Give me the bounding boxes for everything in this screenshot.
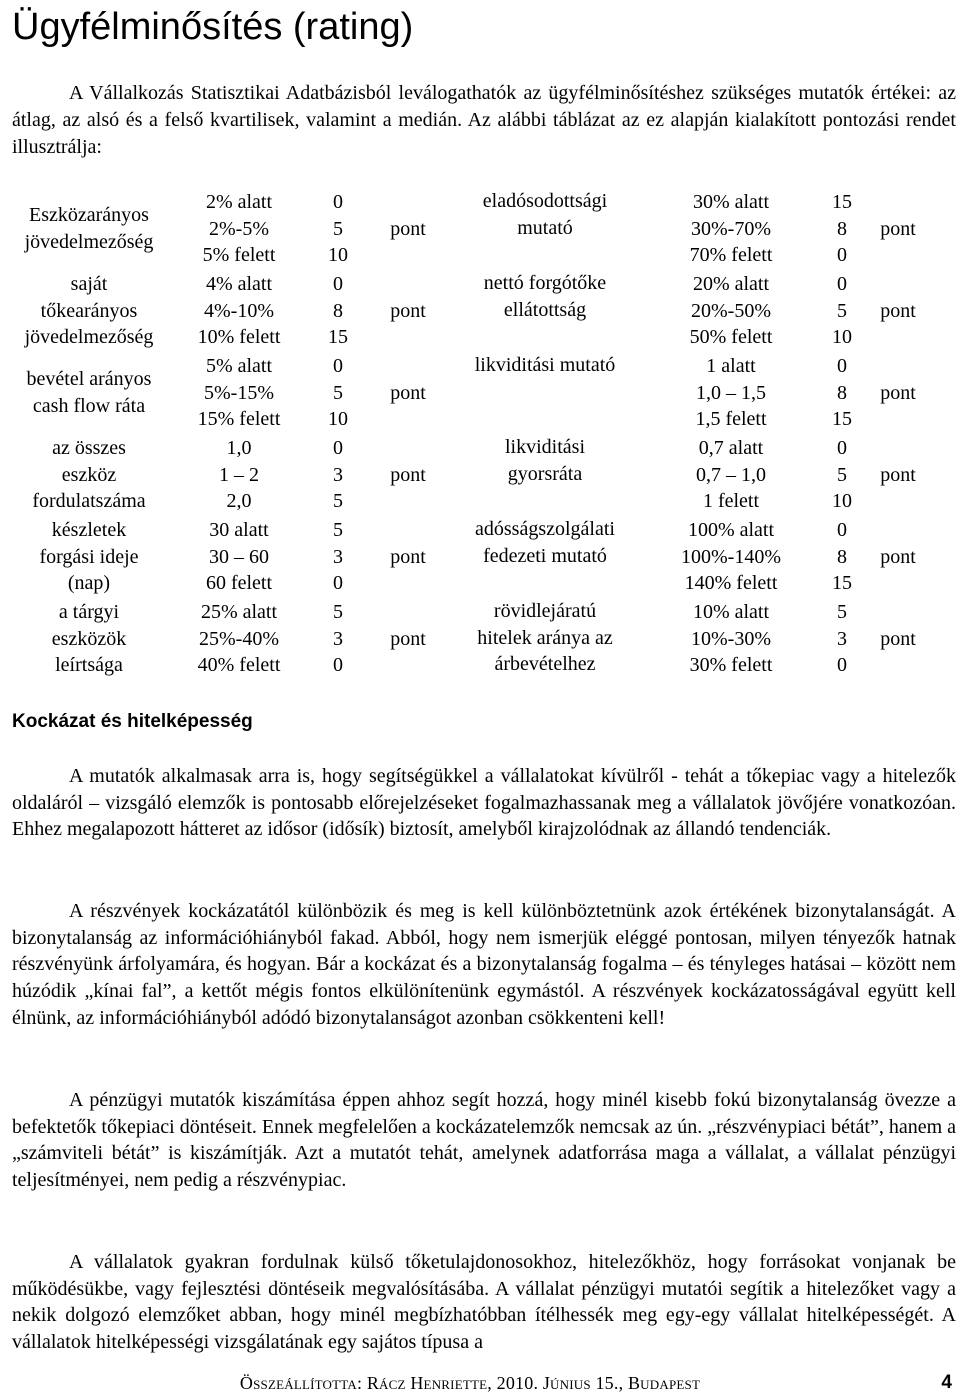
points-value: 0 — [333, 272, 343, 295]
unit-label: pont — [880, 381, 916, 404]
range-value: 10% alatt — [692, 600, 770, 623]
points-value: 5 — [837, 600, 847, 623]
points-value: 3 — [333, 627, 343, 650]
indicator-line: ellátottság — [503, 298, 587, 321]
points-list — [822, 598, 862, 680]
rating-row — [10, 270, 934, 352]
range-list — [640, 352, 822, 434]
range-value: 30% alatt — [692, 190, 770, 213]
range-value: 100% alatt — [687, 518, 775, 541]
range-value: 1 – 2 — [219, 463, 259, 486]
footer-credit: Összeállította: Rácz Henriette, 2010. Június 15., Budapest — [239, 1373, 701, 1393]
range-value: 0,7 alatt — [698, 436, 764, 459]
indicator-line: gyorsráta — [507, 462, 583, 485]
indicator-name — [10, 352, 168, 434]
points-value: 5 — [333, 381, 343, 404]
paragraph-4: A vállalatok gyakran fordulnak külső tőketulajdonosokhoz, hitelezőkhöz, hogy forrásokat vonjanak be működésükbe, vagy fejlesztési döntéseik megvalósításába. A vállalat pénzügyi mutatói segítik a hitelezőket vagy a nekik dolgozó elemzőket abban, hogy minél megbízhatóbban ítélhessék meg egy-egy vállalat hitelképességét. A vállalatok hitelképességi vizsgálatának egy sajátos típusa a — [12, 1251, 956, 1354]
range-value: 30% felett — [689, 654, 773, 677]
range-value: 100%-140% — [681, 545, 781, 568]
points-value: 10 — [328, 244, 348, 267]
range-value: 0,7 – 1,0 — [696, 463, 766, 486]
points-list — [310, 188, 366, 270]
points-list — [822, 434, 862, 516]
indicator-name — [10, 270, 168, 352]
points-list — [822, 516, 862, 598]
range-value: 5% felett — [202, 244, 276, 267]
points-value: 0 — [333, 436, 343, 459]
indicator-line: a tárgyi — [58, 600, 120, 623]
points-value: 5 — [333, 217, 343, 240]
unit-label: pont — [880, 545, 916, 568]
points-value: 8 — [837, 381, 847, 404]
range-list — [640, 270, 822, 352]
range-list — [640, 434, 822, 516]
range-value: 5%-15% — [204, 381, 274, 404]
indicator-name — [450, 516, 640, 598]
range-list — [168, 434, 310, 516]
points-list — [310, 516, 366, 598]
indicator-name — [450, 188, 640, 270]
range-value: 5% alatt — [205, 354, 273, 377]
points-value: 5 — [333, 490, 343, 513]
points-value: 3 — [333, 463, 343, 486]
unit-label: pont — [880, 627, 916, 650]
points-list — [310, 270, 366, 352]
indicator-line: rövidlejáratú — [493, 600, 597, 622]
points-value: 8 — [837, 545, 847, 568]
intro-paragraph: A Vállalkozás Statisztikai Adatbázisból leválogathatók az ügyfélminősítéshez szükséges mutatók értékei: az átlag, az alsó és a felső kvartilisek, valamint a medián. Az alábbi táblázat az ez alapján kialakított pontozási rendet illusztrálja: — [12, 82, 956, 158]
unit-label: pont — [880, 217, 916, 240]
indicator-line: eszközök — [51, 627, 127, 650]
indicator-line: (nap) — [67, 572, 111, 595]
paragraph-2: A részvények kockázatától különbözik és meg is kell különböztetnünk azok értékének bizonytalanságát. A bizonytalanság az információhiányból fakad. Abból, hogy nem ismerjük eléggé pontosan, milyen tényezők hatnak részvényünk árfolyamára, és hogyan. Bár a kockázat és a bizonytalanság fogalma – és tényleges hatásai – között nem húzódik „kínai fal”, a kettőt mégis fontos elkülönítenünk egymástól. A részvények kockázatosságával együtt kell élnünk, az információhiányból adódó bizonytalanságot azonban csökkenteni kell! — [12, 900, 956, 1029]
points-list — [822, 352, 862, 434]
points-value: 0 — [333, 354, 343, 377]
page-number: 4 — [941, 1372, 952, 1393]
points-value: 10 — [832, 490, 852, 513]
points-list — [310, 352, 366, 434]
range-value: 140% felett — [684, 572, 778, 595]
range-value: 2% alatt — [205, 190, 273, 213]
points-value: 8 — [837, 217, 847, 240]
indicator-line: hitelek aránya az — [477, 626, 613, 649]
range-list — [168, 270, 310, 352]
points-value: 5 — [837, 299, 847, 322]
page-title: Ügyfélminősítés (rating) — [12, 6, 414, 48]
range-value: 60 felett — [205, 572, 273, 595]
range-value: 2,0 — [226, 490, 252, 513]
points-value: 0 — [837, 518, 847, 541]
range-list — [640, 598, 822, 680]
range-list — [168, 188, 310, 270]
range-value: 30%-70% — [691, 217, 771, 240]
indicator-line: tőkearányos — [40, 299, 138, 322]
range-list — [640, 188, 822, 270]
points-value: 10 — [328, 408, 348, 431]
rating-row — [10, 598, 934, 680]
range-value: 1,0 — [226, 436, 252, 459]
range-value: 70% felett — [689, 244, 773, 267]
indicator-line: nettó forgótőke — [483, 272, 607, 294]
indicator-line: eladósodottsági — [482, 190, 608, 212]
indicator-name — [10, 516, 168, 598]
unit-label: pont — [390, 545, 426, 568]
rating-row — [10, 188, 934, 270]
range-value: 1 alatt — [706, 354, 756, 377]
rating-row — [10, 434, 934, 516]
indicator-line: saját — [70, 272, 108, 295]
points-value: 8 — [333, 299, 343, 322]
indicator-line: cash flow ráta — [32, 395, 146, 417]
section-heading: Kockázat és hitelképesség — [12, 711, 253, 732]
indicator-name — [450, 598, 640, 680]
unit-label: pont — [390, 217, 426, 240]
range-value: 4%-10% — [204, 299, 274, 322]
range-value: 4% alatt — [205, 272, 273, 295]
points-value: 0 — [333, 572, 343, 595]
indicator-line: fordulatszáma — [32, 490, 146, 513]
points-list — [310, 434, 366, 516]
points-value: 15 — [832, 572, 852, 595]
range-value: 25% alatt — [200, 600, 278, 623]
range-list — [168, 598, 310, 680]
indicator-line: jövedelmezőség — [24, 231, 154, 253]
range-value: 10% felett — [197, 326, 281, 349]
points-value: 10 — [832, 326, 852, 349]
indicator-line: jövedelmezőség — [24, 326, 154, 349]
points-value: 0 — [333, 654, 343, 677]
unit-label: pont — [880, 463, 916, 486]
points-value: 0 — [837, 436, 847, 459]
indicator-line: árbevételhez — [494, 653, 596, 676]
indicator-line: bevétel arányos — [26, 368, 152, 391]
indicator-name — [450, 270, 640, 352]
indicator-line: likviditási mutató — [474, 354, 616, 376]
range-value: 1,5 felett — [695, 408, 767, 431]
points-value: 0 — [837, 272, 847, 295]
points-list — [310, 598, 366, 680]
points-value: 0 — [837, 654, 847, 677]
points-value: 0 — [837, 244, 847, 267]
paragraph-3: A pénzügyi mutatók kiszámítása éppen ahhoz segít hozzá, hogy minél kisebb fokú bizonytalanság övezze a befektetők tőkepiaci döntéseit. Ennek megfelelően a kockázatelemzők nemcsak az ún. „részvénypiaci bétát”, hanem a „számviteli bétát” is kiszámítják. Azt a mutatót tehát, amelynek adatforrása maga a vállalat, a vállalat pénzügyi teljesítményei, nem pedig a részvénypiac. — [12, 1089, 957, 1192]
range-value: 1 felett — [702, 490, 760, 513]
range-value: 20% alatt — [692, 272, 770, 295]
unit-label: pont — [390, 299, 426, 322]
indicator-line: adósságszolgálati — [475, 518, 615, 540]
indicator-name — [450, 434, 640, 516]
range-list — [640, 516, 822, 598]
points-value: 15 — [328, 326, 348, 349]
range-value: 40% felett — [197, 654, 281, 677]
points-value: 15 — [832, 190, 852, 213]
range-list — [168, 352, 310, 434]
unit-label: pont — [880, 299, 916, 322]
range-value: 25%-40% — [199, 627, 279, 650]
paragraph-1: A mutatók alkalmasak arra is, hogy segítségükkel a vállalatokat kívülről - tehát a tőkepiac vagy a hitelezők oldaláról – vizsgáló elemzők is pontosabb előrejelzéseket fogalmazhassanak meg a vállalatok jövőjére vonatkozóan. Ehhez megalapozott hátteret az idősor (idősík) biztosít, amelyből kirajzolódnak az állandó tendenciák. — [12, 765, 956, 841]
rating-row — [10, 516, 934, 598]
indicator-line: leírtsága — [55, 654, 123, 677]
unit-label: pont — [390, 627, 426, 650]
rating-table — [10, 188, 934, 680]
range-value: 20%-50% — [691, 299, 771, 322]
points-value: 0 — [333, 190, 343, 213]
indicator-line: Eszközarányos — [29, 204, 149, 227]
points-list — [822, 188, 862, 270]
indicator-name — [10, 598, 168, 680]
range-value: 15% felett — [197, 408, 281, 431]
unit-label: pont — [390, 463, 426, 486]
range-value: 30 – 60 — [209, 545, 269, 568]
points-value: 3 — [333, 545, 343, 568]
points-value: 15 — [832, 408, 852, 431]
points-value: 0 — [837, 354, 847, 377]
range-value: 30 alatt — [209, 518, 269, 541]
indicator-name — [450, 352, 640, 434]
points-value: 5 — [837, 463, 847, 486]
points-list — [822, 270, 862, 352]
indicator-line: az összes — [52, 436, 126, 459]
indicator-line: fedezeti mutató — [483, 544, 607, 567]
indicator-line: forgási ideje — [39, 545, 139, 568]
indicator-line: eszköz — [61, 463, 117, 486]
points-value: 5 — [333, 518, 343, 541]
range-value: 2%-5% — [209, 217, 269, 240]
rating-row — [10, 352, 934, 434]
range-value: 10%-30% — [691, 627, 771, 650]
indicator-line: likviditási — [505, 436, 585, 458]
indicator-line: mutató — [517, 216, 573, 239]
unit-label: pont — [390, 381, 426, 404]
points-value: 3 — [837, 627, 847, 650]
page-footer — [0, 1372, 960, 1394]
range-list — [168, 516, 310, 598]
range-value: 50% felett — [689, 326, 773, 349]
range-value: 1,0 – 1,5 — [696, 381, 766, 404]
points-value: 5 — [333, 600, 343, 623]
indicator-line: készletek — [51, 518, 127, 541]
indicator-name — [10, 434, 168, 516]
indicator-name — [10, 188, 168, 270]
